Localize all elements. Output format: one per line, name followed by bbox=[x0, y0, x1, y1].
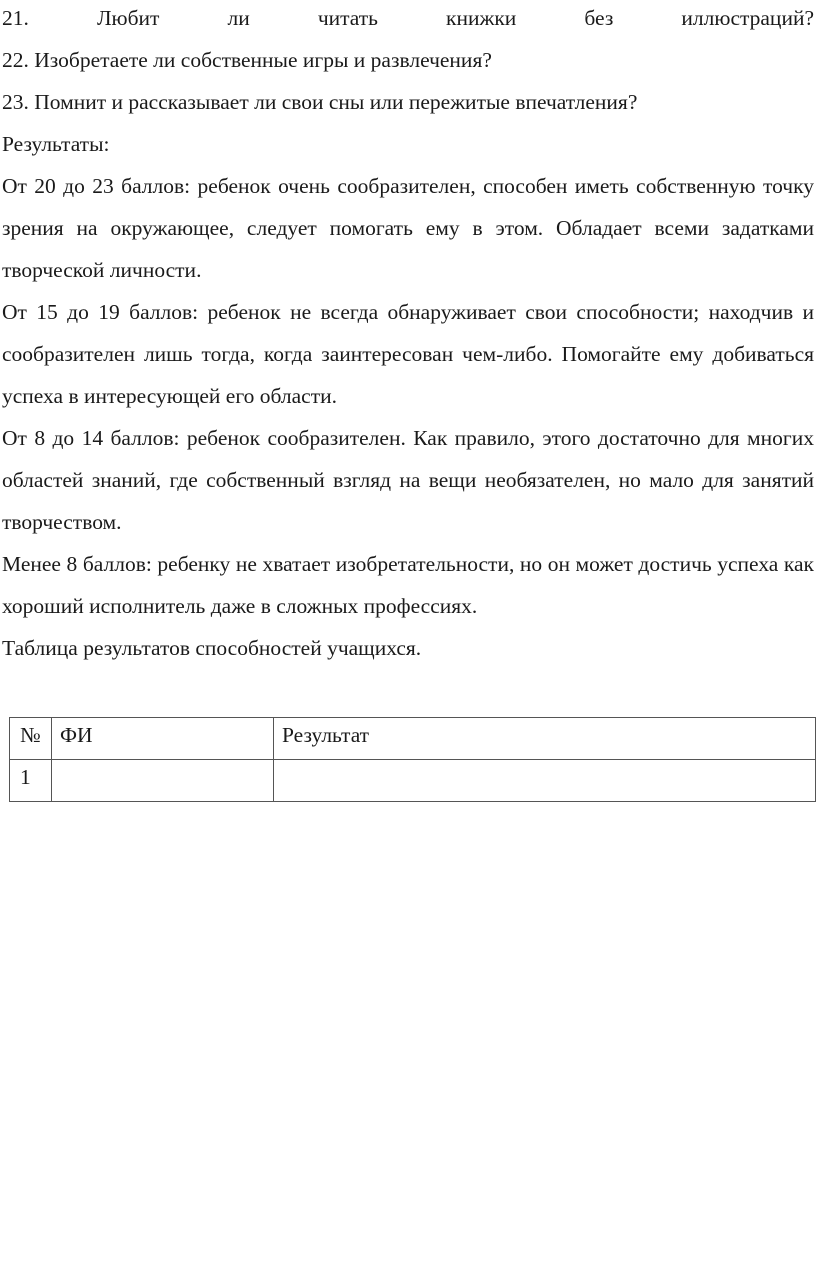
cell-result bbox=[274, 760, 816, 802]
question-22: 22. Изобретаете ли собственные игры и развлечения? bbox=[2, 48, 492, 72]
header-result: Результат bbox=[274, 718, 816, 760]
results-table bbox=[9, 717, 816, 802]
table-row bbox=[10, 760, 816, 802]
cell-number: 1 bbox=[10, 760, 52, 802]
question-23: 23. Помнит и рассказывает ли свои сны или пережитые впечатления? bbox=[2, 90, 638, 114]
table-caption: Таблица результатов способностей учащихся. bbox=[2, 636, 422, 660]
table-header-row bbox=[10, 718, 816, 760]
header-name: ФИ bbox=[52, 718, 274, 760]
result-under-8: Менее 8 баллов: ребенку не хватает изобретательности, но он может достичь успеха как хороший исполнитель даже в сложных профессиях. bbox=[2, 552, 814, 618]
results-heading: Результаты: bbox=[2, 132, 110, 156]
result-20-23: От 20 до 23 баллов: ребенок очень сообразителен, способен иметь собственную точку зрения на окружающее, следует помогать ему в этом. Обладает всеми задатками творческой личности. bbox=[2, 174, 814, 282]
question-21: 21. Любит ли читать книжки без иллюстраций? bbox=[2, 6, 814, 30]
result-8-14: От 8 до 14 баллов: ребенок сообразителен. Как правило, этого достаточно для многих областей знаний, где собственный взгляд на вещи необязателен, но мало для занятий творчеством. bbox=[2, 426, 814, 534]
cell-name bbox=[52, 760, 274, 802]
header-number: № bbox=[10, 718, 52, 760]
result-15-19: От 15 до 19 баллов: ребенок не всегда обнаруживает свои способности; находчив и сообразителен лишь тогда, когда заинтересован чем-либо. Помогайте ему добиваться успеха в интересующей его области. bbox=[2, 300, 814, 408]
